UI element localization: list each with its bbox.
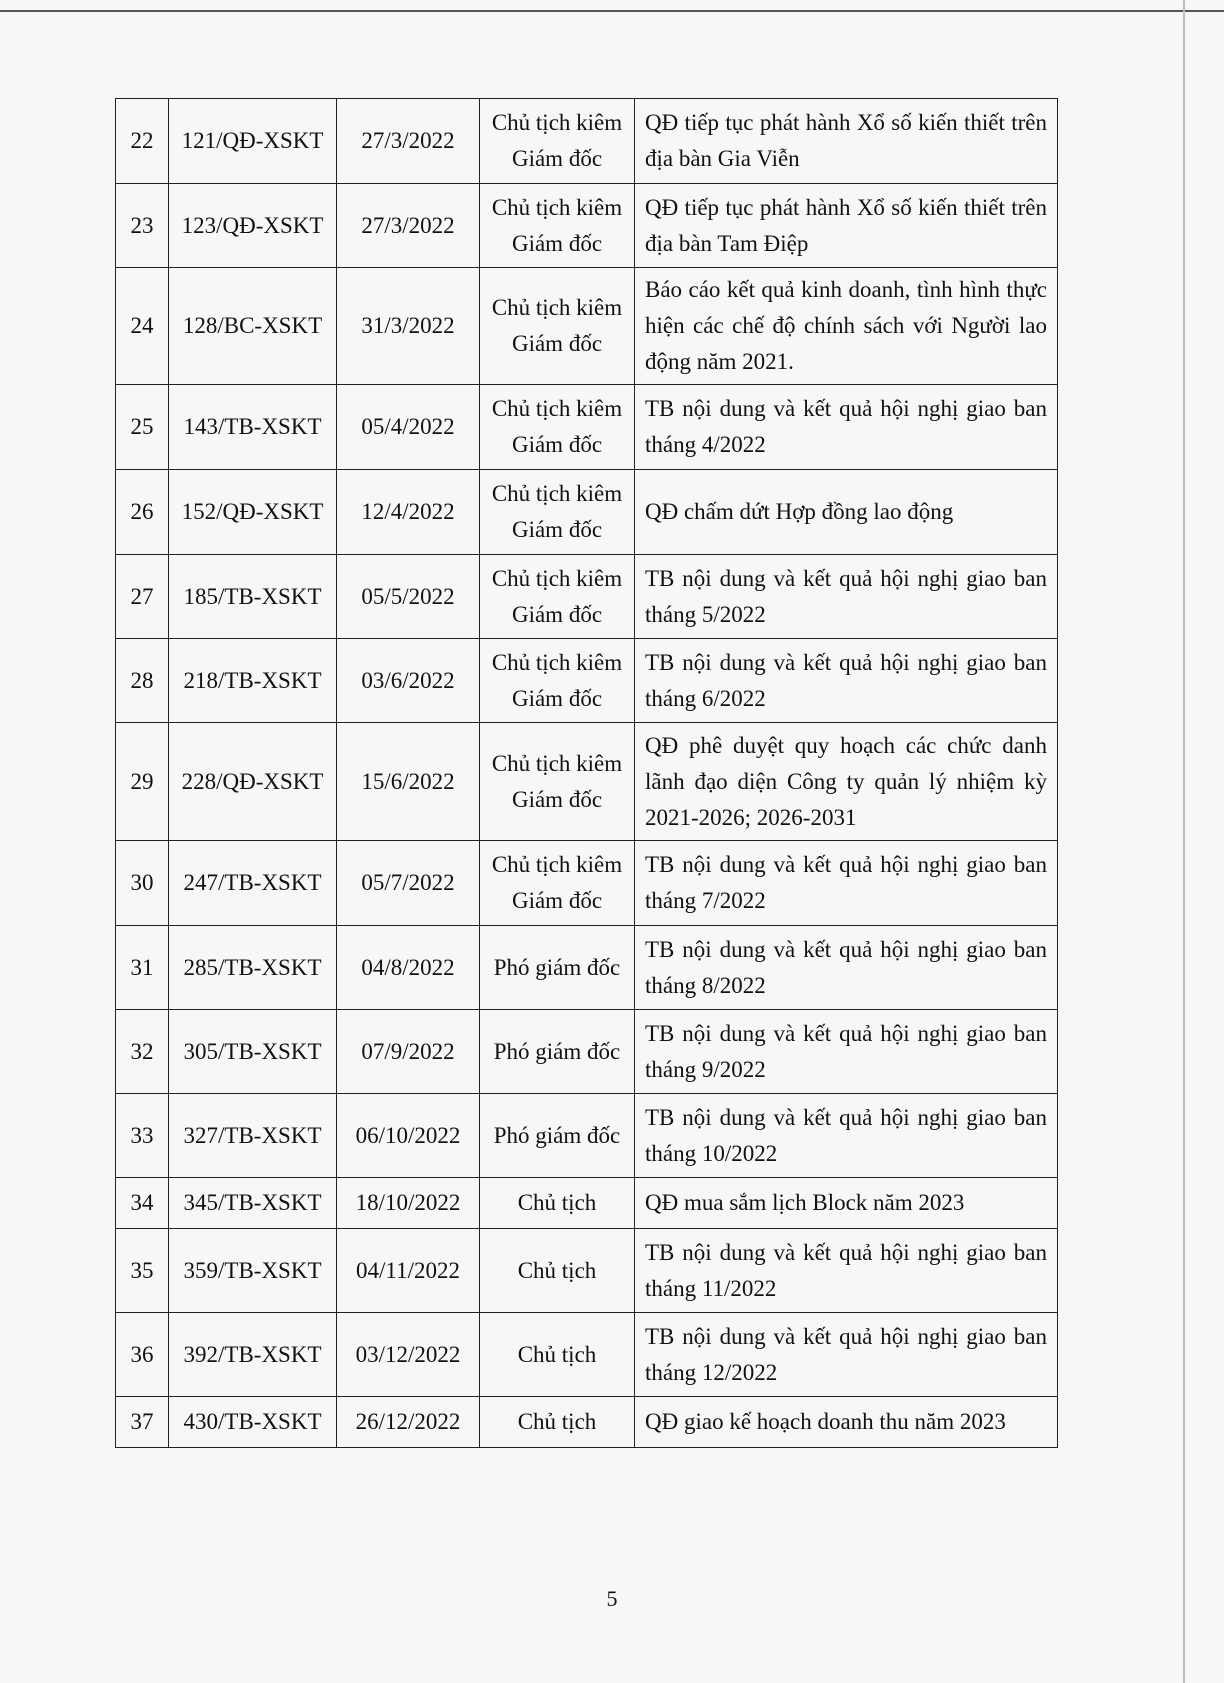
row-number-cell: 31 (116, 926, 169, 1010)
document-date-cell: 05/4/2022 (337, 385, 480, 470)
document-number-cell: 121/QĐ-XSKT (169, 99, 337, 184)
table-row (116, 470, 1058, 555)
signer-cell: Chủ tịch kiêm Giám đốc (480, 99, 635, 184)
document-number-cell: 228/QĐ-XSKT (169, 723, 337, 841)
page-number: 5 (606, 1586, 618, 1611)
signer-cell: Chủ tịch kiêm Giám đốc (480, 841, 635, 926)
row-number-cell: 24 (116, 268, 169, 385)
row-number-cell: 27 (116, 555, 169, 639)
table-row (116, 1094, 1058, 1178)
signer-cell: Chủ tịch kiêm Giám đốc (480, 385, 635, 470)
document-content-cell: TB nội dung và kết quả hội nghị giao ban tháng 12/2022 (635, 1313, 1058, 1397)
table-row (116, 1229, 1058, 1313)
document-number-cell: 128/BC-XSKT (169, 268, 337, 385)
document-content-cell: TB nội dung và kết quả hội nghị giao ban tháng 4/2022 (635, 385, 1058, 470)
table-row (116, 184, 1058, 268)
table-row (116, 841, 1058, 926)
row-number-cell: 35 (116, 1229, 169, 1313)
table-row (116, 268, 1058, 385)
signer-cell: Chủ tịch kiêm Giám đốc (480, 184, 635, 268)
table-row (116, 555, 1058, 639)
table-row (116, 1397, 1058, 1448)
document-content-cell: TB nội dung và kết quả hội nghị giao ban tháng 5/2022 (635, 555, 1058, 639)
document-content-cell: QĐ tiếp tục phát hành Xổ số kiến thiết trên địa bàn Gia Viễn (635, 99, 1058, 184)
document-number-cell: 345/TB-XSKT (169, 1178, 337, 1229)
document-date-cell: 15/6/2022 (337, 723, 480, 841)
row-number-cell: 26 (116, 470, 169, 555)
document-number-cell: 305/TB-XSKT (169, 1010, 337, 1094)
signer-cell: Phó giám đốc (480, 1010, 635, 1094)
document-number-cell: 152/QĐ-XSKT (169, 470, 337, 555)
document-date-cell: 03/6/2022 (337, 639, 480, 723)
signer-cell: Chủ tịch kiêm Giám đốc (480, 470, 635, 555)
signer-cell: Chủ tịch (480, 1397, 635, 1448)
document-content-cell: TB nội dung và kết quả hội nghị giao ban tháng 7/2022 (635, 841, 1058, 926)
row-number-cell: 23 (116, 184, 169, 268)
table-row (116, 385, 1058, 470)
document-date-cell: 26/12/2022 (337, 1397, 480, 1448)
row-number-cell: 30 (116, 841, 169, 926)
document-date-cell: 12/4/2022 (337, 470, 480, 555)
document-date-cell: 05/5/2022 (337, 555, 480, 639)
document-number-cell: 218/TB-XSKT (169, 639, 337, 723)
document-date-cell: 07/9/2022 (337, 1010, 480, 1094)
document-date-cell: 27/3/2022 (337, 184, 480, 268)
document-content-cell: QĐ tiếp tục phát hành Xổ số kiến thiết trên địa bàn Tam Điệp (635, 184, 1058, 268)
document-number-cell: 327/TB-XSKT (169, 1094, 337, 1178)
document-date-cell: 04/11/2022 (337, 1229, 480, 1313)
document-content-cell: TB nội dung và kết quả hội nghị giao ban tháng 11/2022 (635, 1229, 1058, 1313)
row-number-cell: 22 (116, 99, 169, 184)
signer-cell: Chủ tịch (480, 1178, 635, 1229)
document-number-cell: 430/TB-XSKT (169, 1397, 337, 1448)
row-number-cell: 32 (116, 1010, 169, 1094)
document-content-cell: TB nội dung và kết quả hội nghị giao ban tháng 9/2022 (635, 1010, 1058, 1094)
document-content-cell: QĐ phê duyệt quy hoạch các chức danh lãnh đạo diện Công ty quản lý nhiệm kỳ 2021-2026; 2026-2031 (635, 723, 1058, 841)
document-table-body (116, 99, 1058, 1448)
signer-cell: Chủ tịch (480, 1229, 635, 1313)
signer-cell: Chủ tịch kiêm Giám đốc (480, 723, 635, 841)
row-number-cell: 36 (116, 1313, 169, 1397)
signer-cell: Chủ tịch kiêm Giám đốc (480, 639, 635, 723)
document-date-cell: 06/10/2022 (337, 1094, 480, 1178)
document-number-cell: 143/TB-XSKT (169, 385, 337, 470)
signer-cell: Chủ tịch kiêm Giám đốc (480, 555, 635, 639)
signer-cell: Phó giám đốc (480, 926, 635, 1010)
signer-cell: Chủ tịch kiêm Giám đốc (480, 268, 635, 385)
top-rule (0, 10, 1224, 12)
signer-cell: Chủ tịch (480, 1313, 635, 1397)
row-number-cell: 28 (116, 639, 169, 723)
document-content-cell: QĐ giao kế hoạch doanh thu năm 2023 (635, 1397, 1058, 1448)
row-number-cell: 37 (116, 1397, 169, 1448)
row-number-cell: 34 (116, 1178, 169, 1229)
document-content-cell: QĐ mua sắm lịch Block năm 2023 (635, 1178, 1058, 1229)
row-number-cell: 29 (116, 723, 169, 841)
table-row (116, 99, 1058, 184)
document-date-cell: 27/3/2022 (337, 99, 480, 184)
document-number-cell: 247/TB-XSKT (169, 841, 337, 926)
document-content-cell: QĐ chấm dứt Hợp đồng lao động (635, 470, 1058, 555)
document-date-cell: 31/3/2022 (337, 268, 480, 385)
document-content-cell: Báo cáo kết quả kinh doanh, tình hình thực hiện các chế độ chính sách với Người lao động năm 2021. (635, 268, 1058, 385)
document-date-cell: 04/8/2022 (337, 926, 480, 1010)
document-date-cell: 05/7/2022 (337, 841, 480, 926)
document-number-cell: 185/TB-XSKT (169, 555, 337, 639)
document-number-cell: 359/TB-XSKT (169, 1229, 337, 1313)
document-content-cell: TB nội dung và kết quả hội nghị giao ban tháng 10/2022 (635, 1094, 1058, 1178)
document-date-cell: 18/10/2022 (337, 1178, 480, 1229)
document-number-cell: 285/TB-XSKT (169, 926, 337, 1010)
signer-cell: Phó giám đốc (480, 1094, 635, 1178)
table-row (116, 723, 1058, 841)
document-number-cell: 123/QĐ-XSKT (169, 184, 337, 268)
table-row (116, 1313, 1058, 1397)
document-number-cell: 392/TB-XSKT (169, 1313, 337, 1397)
row-number-cell: 33 (116, 1094, 169, 1178)
table-row (116, 639, 1058, 723)
row-number-cell: 25 (116, 385, 169, 470)
document-content-cell: TB nội dung và kết quả hội nghị giao ban tháng 8/2022 (635, 926, 1058, 1010)
table-row (116, 1010, 1058, 1094)
table-row (116, 1178, 1058, 1229)
document-table (115, 98, 1058, 1448)
document-content-cell: TB nội dung và kết quả hội nghị giao ban tháng 6/2022 (635, 639, 1058, 723)
table-row (116, 926, 1058, 1010)
document-date-cell: 03/12/2022 (337, 1313, 480, 1397)
page-edge (1183, 0, 1185, 1683)
